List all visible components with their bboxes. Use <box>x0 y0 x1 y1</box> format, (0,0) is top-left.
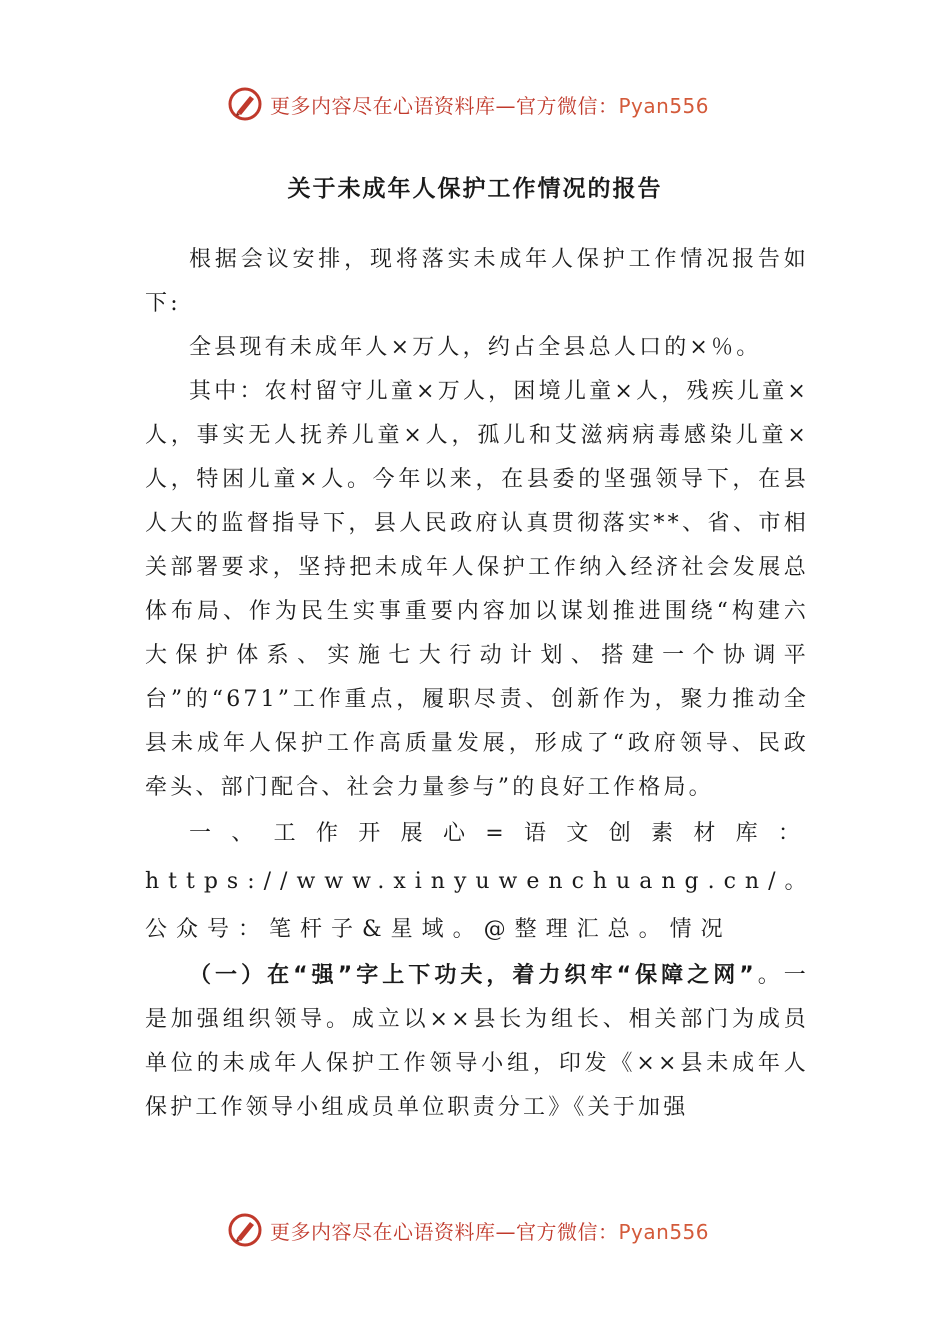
pen-circle-logo-icon <box>228 87 262 121</box>
subsection-text: 。一是加强组织领导。成立以××县长为组长、相关部门为成员单位的未成年人保护工作领导小组，印发《××县未成年人保护工作领导小组成员单位职责分工》《关于加强 <box>145 963 810 1120</box>
paragraph: 全县现有未成年人×万人，约占全县总人口的×％。 <box>189 335 762 360</box>
subsection-paragraph <box>145 954 809 1130</box>
footer-banner <box>228 1210 748 1250</box>
section-heading: 一、工作开展心=语文创素材库：https://www.xinyuwenchuang.cn/。公众号：笔杆子&星域。@整理汇总。情况 <box>145 821 816 942</box>
document-body <box>145 238 816 1130</box>
banner-text: 更多内容尽在心语资料库—官方微信：Pyan556 <box>270 93 710 118</box>
document-title: 关于未成年人保护工作情况的报告 <box>287 176 663 202</box>
paragraph: 其中：农村留守儿童×万人，困境儿童×人，残疾儿童×人，事实无人抚养儿童×人，孤儿和艾滋病病毒感染儿童×人，特困儿童×人。今年以来，在县委的坚强领导下，在县人大的监督指导下，县人民政府认真贯彻落实**、省、市相关部署要求，坚持把未成年人保护工作纳入经济社会发展总体布局、作为民生实事重要内容加以谋划推进围绕“构建六大保护体系、实施七大行动计划、搭建一个协调平台”的“671”工作重点，履职尽责、创新作为，聚力推动全县未成年人保护工作高质量发展，形成了“政府领导、民政牵头、部门配合、社会力量参与”的良好工作格局。 <box>145 379 809 800</box>
subsection-heading: （一）在“强”字上下功夫，着力织牢“保障之网” <box>189 963 757 988</box>
wechat-id: Pyan556 <box>618 93 710 118</box>
header-banner <box>228 84 748 124</box>
paragraph: 根据会议安排，现将落实未成年人保护工作情况报告如下: <box>145 247 809 316</box>
pen-circle-logo-icon <box>228 1213 262 1247</box>
wechat-id: Pyan556 <box>618 1219 710 1244</box>
banner-text: 更多内容尽在心语资料库—官方微信：Pyan556 <box>270 1219 710 1244</box>
